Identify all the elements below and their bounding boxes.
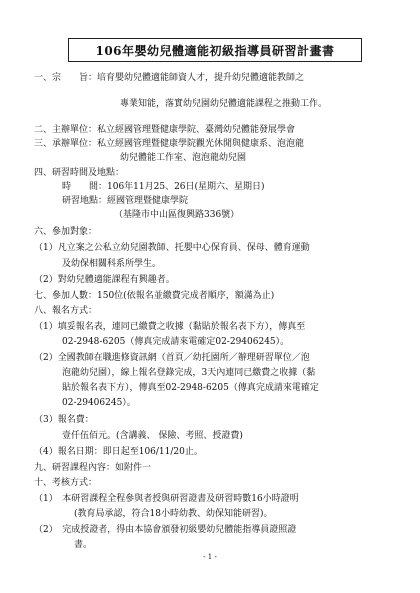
registration-item-2-line-3: 貼於報名表下方），傳真至02-2948-6205（傳真完成請來電確定 [62,383,319,393]
organizer-line: 二、主辦單位：私立經國管理暨健康學院、臺灣幼兒體能發展學會 [34,125,296,135]
assessment-heading: 十、考核方式： [34,478,98,488]
registration-item-1-line-1: （1）填妥報名表，連同已繳費之收據（黏貼於報名表下方），傳真至 [34,322,306,332]
registration-date-line: （4）報名日期：即日起至106/11/20止。 [34,447,203,457]
capacity-line: 七、參加人數：150位(依報名並繳費完成者順序，額滿為止) [34,291,275,301]
registration-item-2-line-1: （2）全國教師在職進修資訊網（首頁／幼托園所／辦理研習單位／泡 [34,353,310,363]
participants-heading: 六、參加對象： [34,227,98,237]
participants-item-1-line-2: 及幼保相關科系所學生。 [62,259,162,269]
document-title: 106年嬰幼兒體適能初級指導員研習計畫書 [95,43,335,58]
participants-item-2: （2）對幼兒體適能課程有興趣者。 [34,275,175,285]
page-number: - 1 - [203,553,217,561]
title-box [68,38,362,62]
registration-item-1-line-2: 02-2948-6205（傳真完成請來電確定02-29406245）。 [62,337,290,347]
fee-heading: （3）報名費： [34,415,94,425]
participants-item-1-line-1: （1）凡立案之公私立幼兒園教師、托嬰中心保育員、保母、體育運動 [34,243,310,253]
registration-heading: 八、報名方式： [34,306,98,316]
executor-line-1: 三、承辦單位：私立經國管理暨健康學院觀光休閒與健康系、泡泡龍 [34,139,305,149]
assessment-item-2-line-2: 書。 [74,540,93,550]
purpose-line-1: 一、宗 旨：培育嬰幼兒體適能師資人才，提升幼兒體適能教師之 [34,73,305,83]
registration-item-2-line-4: 02-29406245）。 [62,398,136,408]
time-place-heading: 四、研習時間及地點： [34,168,125,178]
time-line: 時 間：106年11月25、26日(星期六、星期日) [62,182,265,192]
assessment-item-2-line-1: （2） 完成授證者，得由本協會頒發初級嬰幼兒體能指導員證照證 [34,525,297,535]
course-content-line: 九、研習課程內容：如附件一 [34,463,152,473]
venue-line: 研習地點：經國管理暨健康學院 [62,196,189,206]
fee-line: 壹仟伍佰元。(含講義、 保險、考照、授證費) [62,431,243,441]
registration-item-2-line-2: 泡龍幼兒園），線上報名登錄完成，3天內連同已繳費之收據（黏 [62,368,316,378]
venue-address-line: （基隆市中山區復興路336號） [114,210,240,220]
purpose-line-2: 專業知能，落實幼兒園幼兒體適能課程之推動工作。 [120,99,328,109]
executor-line-2: 幼兒體能工作室、泡泡龍幼兒園 [120,153,247,163]
assessment-item-1-line-1: （1） 本研習課程全程參與者授與研習證書及研習時數16小時證明 [34,494,299,504]
assessment-item-1-line-2: (教育局承認，符合18小時幼教、幼保知能研習)。 [74,509,273,519]
